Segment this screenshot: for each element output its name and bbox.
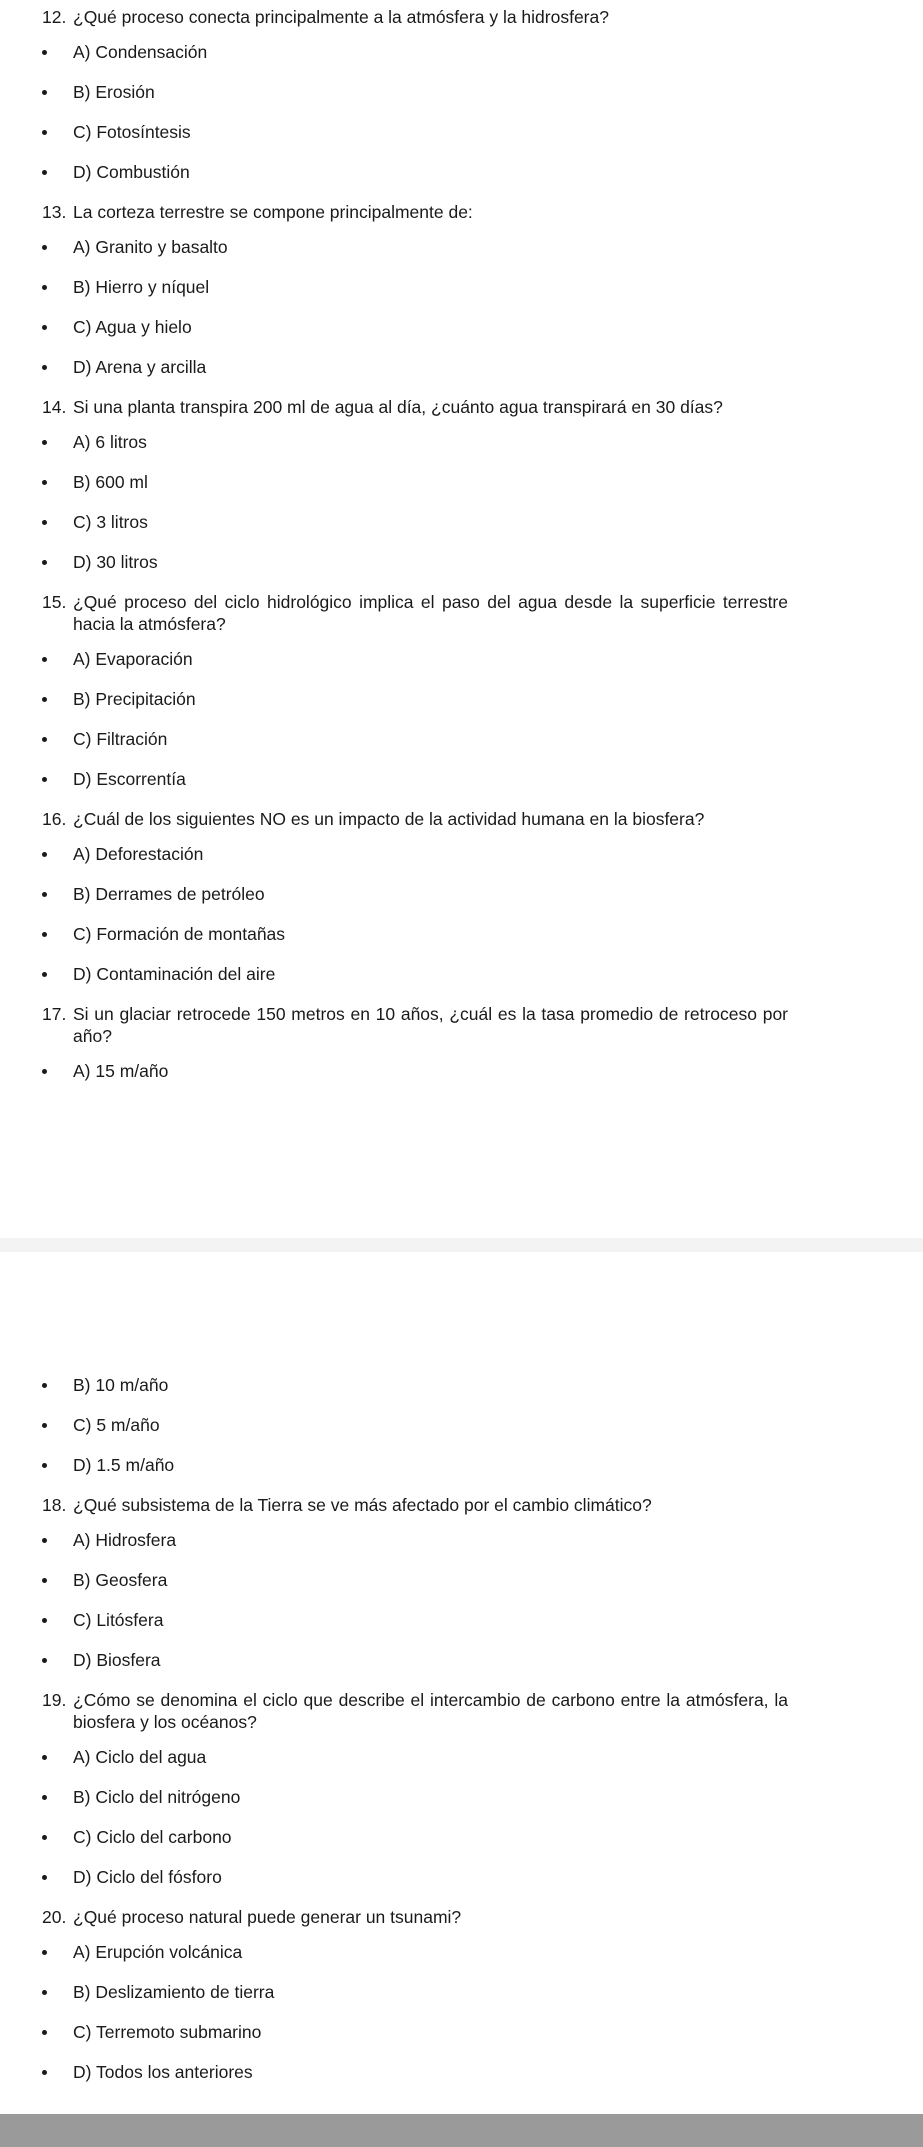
- bullet-icon: [42, 1658, 47, 1663]
- page-2-content: [0, 1374, 923, 2101]
- option-item: [0, 1060, 923, 1082]
- option-item: [0, 1941, 923, 1963]
- option-label: A) 6 litros: [73, 432, 147, 452]
- question-number: 13.: [42, 202, 67, 222]
- bullet-icon: [42, 440, 47, 445]
- question-19-options: [0, 1746, 923, 1888]
- option-label: A) Erupción volcánica: [73, 1942, 243, 1962]
- option-item: [0, 236, 923, 258]
- option-item: [0, 1786, 923, 1808]
- option-label: D) Arena y arcilla: [73, 357, 207, 377]
- question-text: ¿Cómo se denomina el ciclo que describe el intercambio de carbono entre la atmósfera, la biosfera y los océanos?: [73, 1690, 788, 1732]
- option-label: D) 30 litros: [73, 552, 158, 572]
- option-item: [0, 121, 923, 143]
- question-12: [0, 6, 923, 28]
- bullet-icon: [42, 1835, 47, 1840]
- bullet-icon: [42, 1755, 47, 1760]
- bullet-icon: [42, 2070, 47, 2075]
- option-label: A) Condensación: [73, 42, 208, 62]
- bullet-icon: [42, 972, 47, 977]
- option-label: C) Ciclo del carbono: [73, 1827, 232, 1847]
- option-label: D) Biosfera: [73, 1650, 161, 1670]
- question-17-options: [0, 1060, 923, 1082]
- option-label: B) Derrames de petróleo: [73, 884, 265, 904]
- option-item: [0, 1981, 923, 2003]
- option-item: [0, 843, 923, 865]
- option-item: [0, 2061, 923, 2083]
- bullet-icon: [42, 1618, 47, 1623]
- question-text: Si una planta transpira 200 ml de agua al día, ¿cuánto agua transpirará en 30 días?: [73, 397, 723, 417]
- option-label: C) Agua y hielo: [73, 317, 192, 337]
- option-item: [0, 2021, 923, 2043]
- bullet-icon: [42, 325, 47, 330]
- bullet-icon: [42, 737, 47, 742]
- question-number: 14.: [42, 397, 67, 417]
- viewer-bottom-bar: [0, 2114, 923, 2147]
- bullet-icon: [42, 932, 47, 937]
- option-label: A) Deforestación: [73, 844, 204, 864]
- question-18: [0, 1494, 923, 1516]
- option-item: [0, 883, 923, 905]
- option-label: C) 3 litros: [73, 512, 148, 532]
- bullet-icon: [42, 1875, 47, 1880]
- bullet-icon: [42, 1423, 47, 1428]
- bullet-icon: [42, 1795, 47, 1800]
- option-item: [0, 161, 923, 183]
- bullet-icon: [42, 170, 47, 175]
- option-label: A) Ciclo del agua: [73, 1747, 207, 1767]
- option-label: B) Geosfera: [73, 1570, 168, 1590]
- question-number: 15.: [42, 592, 67, 612]
- option-label: B) Ciclo del nitrógeno: [73, 1787, 241, 1807]
- option-label: C) 5 m/año: [73, 1415, 160, 1435]
- option-label: B) 600 ml: [73, 472, 148, 492]
- bullet-icon: [42, 245, 47, 250]
- option-item: [0, 768, 923, 790]
- question-20-options: [0, 1941, 923, 2083]
- question-text: ¿Qué proceso natural puede generar un tsunami?: [73, 1907, 462, 1927]
- option-item: [0, 1414, 923, 1436]
- option-label: C) Formación de montañas: [73, 924, 286, 944]
- option-item: [0, 1866, 923, 1888]
- option-item: [0, 41, 923, 63]
- option-item: [0, 471, 923, 493]
- bullet-icon: [42, 365, 47, 370]
- option-label: C) Terremoto submarino: [73, 2022, 262, 2042]
- question-16: [0, 808, 923, 830]
- question-14: [0, 396, 923, 418]
- bullet-icon: [42, 2030, 47, 2035]
- option-label: B) 10 m/año: [73, 1375, 169, 1395]
- option-item: [0, 1609, 923, 1631]
- bullet-icon: [42, 130, 47, 135]
- question-16-options: [0, 843, 923, 985]
- bullet-icon: [42, 1578, 47, 1583]
- option-item: [0, 1454, 923, 1476]
- option-item: [0, 1529, 923, 1551]
- bullet-icon: [42, 697, 47, 702]
- option-label: C) Fotosíntesis: [73, 122, 191, 142]
- question-text: ¿Cuál de los siguientes NO es un impacto de la actividad humana en la biosfera?: [73, 809, 705, 829]
- document-page-2: [0, 1252, 923, 2114]
- option-label: C) Filtración: [73, 729, 168, 749]
- bullet-icon: [42, 892, 47, 897]
- option-item: [0, 1746, 923, 1768]
- question-number: 20.: [42, 1907, 67, 1927]
- bullet-icon: [42, 520, 47, 525]
- option-item: [0, 1374, 923, 1396]
- question-text: Si un glaciar retrocede 150 metros en 10 años, ¿cuál es la tasa promedio de retroceso por año?: [73, 1004, 788, 1046]
- bullet-icon: [42, 1950, 47, 1955]
- question-text: ¿Qué proceso conecta principalmente a la atmósfera y la hidrosfera?: [73, 7, 609, 27]
- option-item: [0, 276, 923, 298]
- option-label: D) 1.5 m/año: [73, 1455, 175, 1475]
- question-17: [0, 1003, 923, 1047]
- question-text: La corteza terrestre se compone principalmente de:: [73, 202, 473, 222]
- option-item: [0, 356, 923, 378]
- option-item: [0, 511, 923, 533]
- option-label: D) Todos los anteriores: [73, 2062, 253, 2082]
- option-label: A) Evaporación: [73, 649, 193, 669]
- question-15-options: [0, 648, 923, 790]
- bullet-icon: [42, 1069, 47, 1074]
- bullet-icon: [42, 285, 47, 290]
- question-12-options: [0, 41, 923, 183]
- option-label: A) Hidrosfera: [73, 1530, 177, 1550]
- option-label: A) 15 m/año: [73, 1061, 169, 1081]
- option-item: [0, 81, 923, 103]
- question-18-options: [0, 1529, 923, 1671]
- option-item: [0, 316, 923, 338]
- question-number: 12.: [42, 7, 67, 27]
- option-item: [0, 1649, 923, 1671]
- question-17-continued-options: [0, 1374, 923, 1476]
- option-label: B) Hierro y níquel: [73, 277, 210, 297]
- question-number: 18.: [42, 1495, 67, 1515]
- question-number: 19.: [42, 1690, 67, 1710]
- question-text: ¿Qué subsistema de la Tierra se ve más afectado por el cambio climático?: [73, 1495, 652, 1515]
- question-19: [0, 1689, 923, 1733]
- bullet-icon: [42, 1383, 47, 1388]
- bullet-icon: [42, 1990, 47, 1995]
- option-label: B) Precipitación: [73, 689, 196, 709]
- bullet-icon: [42, 657, 47, 662]
- option-item: [0, 551, 923, 573]
- bullet-icon: [42, 1538, 47, 1543]
- option-item: [0, 1569, 923, 1591]
- option-item: [0, 923, 923, 945]
- question-13-options: [0, 236, 923, 378]
- bullet-icon: [42, 480, 47, 485]
- bullet-icon: [42, 50, 47, 55]
- option-label: D) Contaminación del aire: [73, 964, 276, 984]
- question-20: [0, 1906, 923, 1928]
- question-14-options: [0, 431, 923, 573]
- bullet-icon: [42, 560, 47, 565]
- bullet-icon: [42, 90, 47, 95]
- question-15: [0, 591, 923, 635]
- option-item: [0, 1826, 923, 1848]
- option-item: [0, 963, 923, 985]
- question-13: [0, 201, 923, 223]
- question-text: ¿Qué proceso del ciclo hidrológico implica el paso del agua desde la superficie terrestre hacia la atmósfera?: [73, 592, 788, 634]
- option-label: B) Deslizamiento de tierra: [73, 1982, 275, 2002]
- option-label: D) Combustión: [73, 162, 190, 182]
- option-item: [0, 688, 923, 710]
- option-item: [0, 648, 923, 670]
- page-1-content: [0, 6, 923, 1100]
- option-label: B) Erosión: [73, 82, 155, 102]
- option-label: D) Escorrentía: [73, 769, 186, 789]
- option-item: [0, 728, 923, 750]
- question-number: 16.: [42, 809, 67, 829]
- bullet-icon: [42, 777, 47, 782]
- option-label: D) Ciclo del fósforo: [73, 1867, 222, 1887]
- bullet-icon: [42, 1463, 47, 1468]
- option-item: [0, 431, 923, 453]
- bullet-icon: [42, 852, 47, 857]
- option-label: C) Litósfera: [73, 1610, 164, 1630]
- option-label: A) Granito y basalto: [73, 237, 228, 257]
- question-number: 17.: [42, 1004, 67, 1024]
